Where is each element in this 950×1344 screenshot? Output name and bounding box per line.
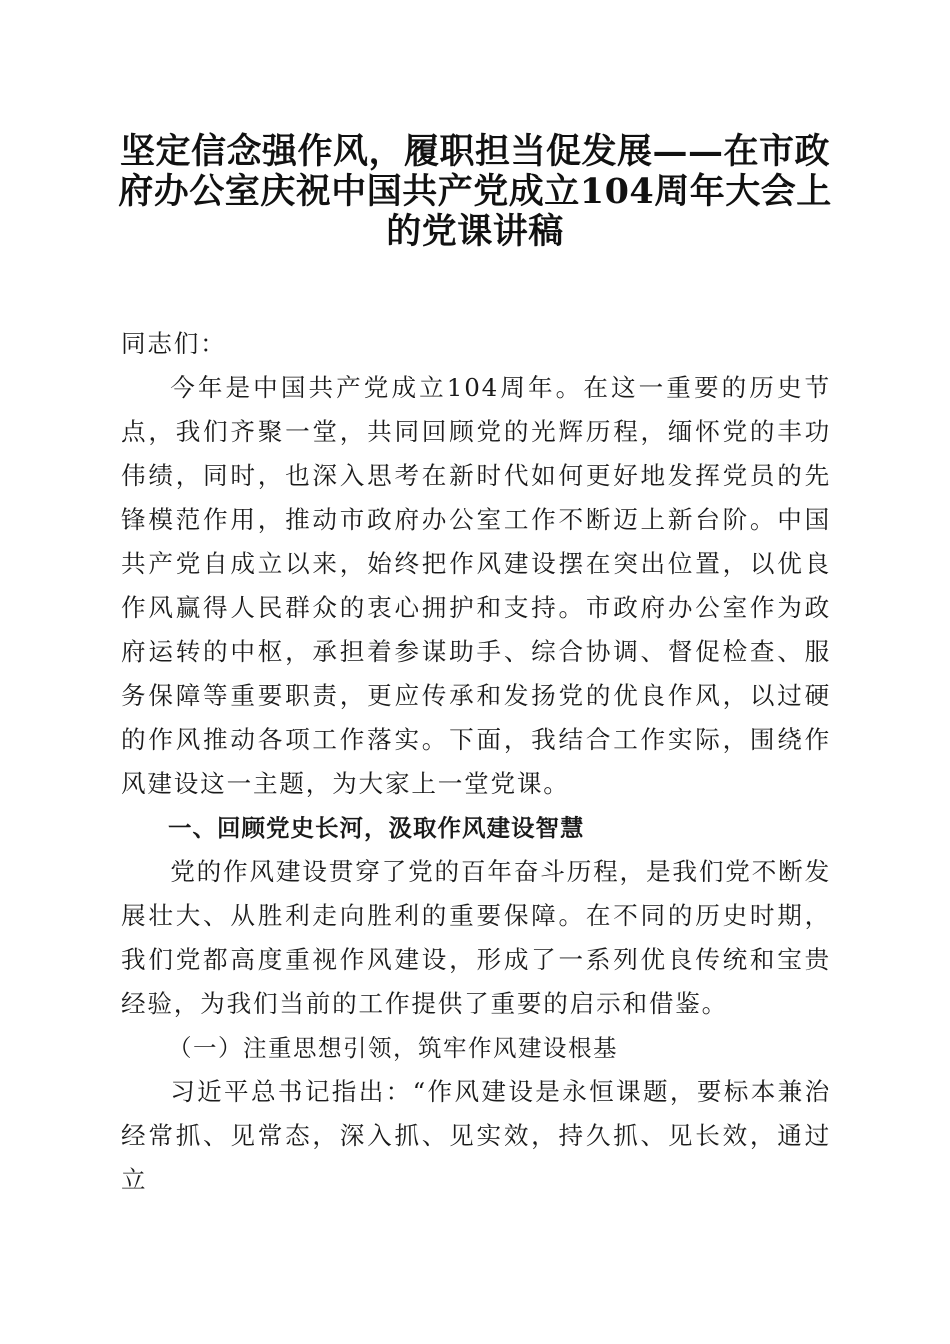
subsection-paragraph: 习近平总书记指出：“作风建设是永恒课题，要标本兼治经常抓、见常态，深入抓、见实效，持久抓、见长效，通过立 [121,1077,831,1194]
salutation: 同志们： [121,329,227,358]
section-heading: 一、回顾党史长河，汲取作风建设智慧 [168,814,585,842]
section-paragraph: 党的作风建设贯穿了党的百年奋斗历程，是我们党不断发展壮大、从胜利走向胜利的重要保障。在不同的历史时期，我们党都高度重视作风建设，形成了一系列优良传统和宝贵经验，为我们当前的工作提供了重要的启示和借鉴。 [121,857,831,1018]
subsection-heading: （一）注重思想引领，筑牢作风建设根基 [168,1034,618,1062]
document-body [121,322,831,1202]
intro-paragraph: 今年是中国共产党成立104周年。在这一重要的历史节点，我们齐聚一堂，共同回顾党的光辉历程，缅怀党的丰功伟绩，同时，也深入思考在新时代如何更好地发挥党员的先锋模范作用，推动市政府办公室工作不断迈上新台阶。中国共产党自成立以来，始终把作风建设摆在突出位置，以优良作风赢得人民群众的衷心拥护和支持。市政府办公室作为政府运转的中枢，承担着参谋助手、综合协调、督促检查、服务保障等重要职责，更应传承和发扬党的优良作风，以过硬的作风推动各项工作落实。下面，我结合工作实际，围绕作风建设这一主题，为大家上一堂党课。 [121,373,831,798]
document-title: 坚定信念强作风，履职担当促发展——在市政府办公室庆祝中国共产党成立104周年大会上的党课讲稿 [118,131,832,252]
